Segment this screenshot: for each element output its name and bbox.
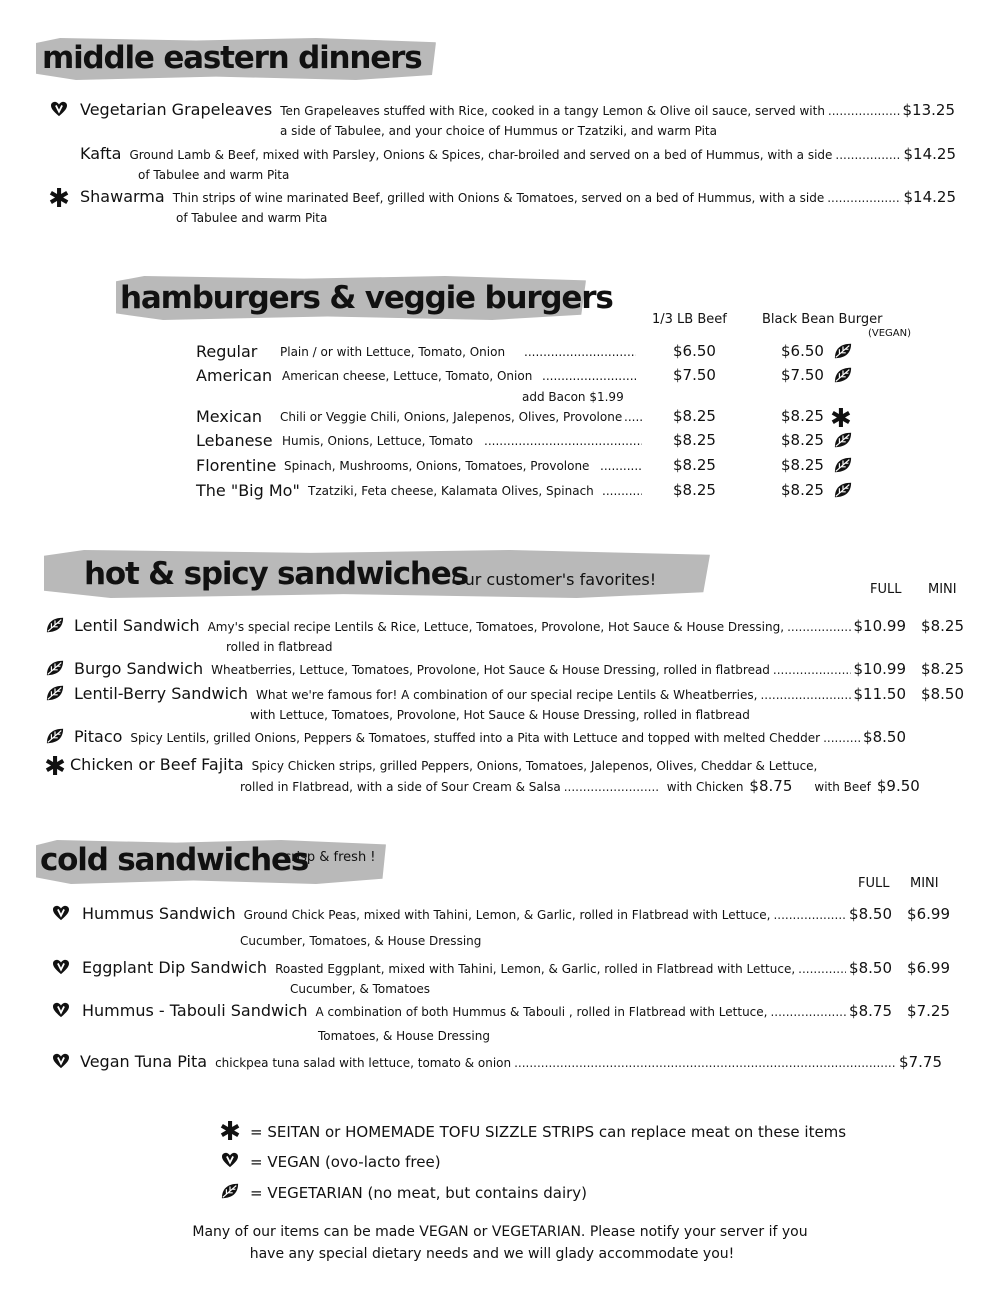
heart-v-icon	[50, 904, 72, 924]
item-price: $13.25	[902, 101, 955, 119]
legend-vegetarian-text: = VEGETARIAN (no meat, but contains dairy)	[250, 1184, 588, 1202]
legend-vegan	[216, 1152, 441, 1172]
asterisk-icon: ✱	[44, 752, 66, 782]
item-name: Vegan Tuna Pita	[80, 1052, 208, 1071]
item-name: Lentil-Berry Sandwich	[74, 684, 248, 703]
section-subtitle-cold: crisp & fresh !	[284, 850, 376, 865]
burger-row-regular	[196, 342, 896, 366]
item-name: Kafta	[80, 144, 122, 163]
price-mini: $8.25	[921, 617, 964, 635]
item-description: A combination of both Hummus & Tabouli , rolled in Flatbread with Lettuce,	[315, 1005, 768, 1019]
heart-v-icon	[216, 1152, 244, 1172]
column-note-vegan: (VEGAN)	[868, 328, 912, 339]
bacon-note: add Bacon $1.99	[522, 390, 624, 404]
price-full: $8.50	[849, 905, 892, 923]
item-name: Vegetarian Grapeleaves	[80, 100, 273, 119]
item-description: Roasted Eggplant, mixed with Tahini, Lemon, & Garlic, rolled in Flatbread with Lettuce,	[275, 962, 796, 976]
item-description: Spicy Chicken strips, grilled Peppers, Onions, Tomatoes, Jalepenos, Olives, Cheddar & Lettuce,	[251, 759, 818, 773]
column-header-mini: MINI	[928, 582, 957, 597]
item-name: Mexican	[196, 407, 263, 426]
column-header-full: FULL	[870, 582, 902, 597]
item-description: Ground Chick Peas, mixed with Tahini, Lemon, & Garlic, rolled in Flatbread with Lettuce,	[243, 908, 771, 922]
price-beef: $7.50	[673, 366, 716, 384]
footnote-line-2: have any special dietary needs and we will glady accommodate you!	[249, 1246, 735, 1262]
item-description: Humis, Onions, Lettuce, Tomato	[282, 434, 473, 448]
item-description-cont: a side of Tabulee, and your choice of Hummus or Tzatziki, and warm Pita	[280, 124, 717, 138]
item-price: $14.25	[903, 188, 956, 206]
item-description: Thin strips of wine marinated Beef, grilled with Onions & Tomatoes, served on a bed of Hummus, with a side	[172, 191, 825, 205]
price-full: $8.50	[849, 959, 892, 977]
price-full: $10.99	[853, 617, 906, 635]
item-name: Eggplant Dip Sandwich	[82, 958, 268, 977]
price-mini: $7.25	[907, 1002, 950, 1020]
leaf-icon	[833, 366, 853, 387]
heart-v-icon	[50, 1001, 72, 1021]
price-full: $10.99	[853, 660, 906, 678]
leaf-icon	[44, 616, 66, 637]
item-name: Hummus - Tabouli Sandwich	[82, 1001, 308, 1020]
footnote-line-1: Many of our items can be made VEGAN or VEGETARIAN. Please notify your server if you	[192, 1224, 808, 1240]
column-header-beef: 1/3 LB Beef	[652, 312, 727, 327]
price-mini: $8.25	[921, 660, 964, 678]
burger-row-mexican	[196, 404, 896, 434]
price-mini: $6.99	[907, 959, 950, 977]
price-full: $11.50	[853, 685, 906, 703]
item-description: Tzatziki, Feta cheese, Kalamata Olives, Spinach	[308, 484, 594, 498]
legend-vegetarian	[216, 1182, 587, 1204]
beef-label: with Beef	[814, 780, 871, 794]
burger-row-big-mo	[196, 481, 896, 505]
item-description-cont: with Lettuce, Tomatoes, Provolone, Hot Sauce & House Dressing, rolled in flatbread	[250, 708, 750, 722]
section-title-burgers: hamburgers & veggie burgers	[120, 280, 613, 316]
heart-v-icon	[50, 958, 72, 978]
price-mini: $6.99	[907, 905, 950, 923]
price-beef: $8.25	[673, 481, 716, 499]
item-description-cont: of Tabulee and warm Pita	[176, 211, 328, 225]
price-bean: $7.50	[781, 366, 824, 384]
legend-seitan	[216, 1117, 847, 1147]
legend-seitan-text: = SEITAN or HOMEMADE TOFU SIZZLE STRIPS can replace meat on these items	[250, 1123, 847, 1141]
item-description: Plain / or with Lettuce, Tomato, Onion	[280, 345, 506, 359]
item-description: What we're famous for! A combination of our special recipe Lentils & Wheatberries,	[255, 688, 758, 702]
item-description: Spicy Lentils, grilled Onions, Peppers & Tomatoes, stuffed into a Pita with Lettuce and topped with melted Chedder	[130, 731, 821, 745]
item-name: Regular	[196, 342, 258, 361]
item-price: $14.25	[903, 145, 956, 163]
item-name: American	[196, 366, 273, 385]
item-name: Burgo Sandwich	[74, 659, 204, 678]
price-beef: $8.25	[673, 456, 716, 474]
leaf-icon	[216, 1182, 244, 1204]
price-bean: $6.50	[781, 342, 824, 360]
item-name: Pitaco	[74, 727, 123, 746]
leaf-icon	[833, 342, 853, 363]
price-mini: $7.75	[899, 1053, 942, 1071]
item-description-cont: rolled in flatbread	[226, 640, 333, 654]
column-header-mini: MINI	[910, 876, 939, 891]
section-title-cold: cold sandwiches	[40, 842, 309, 878]
item-description: American cheese, Lettuce, Tomato, Onion	[282, 369, 533, 383]
section-title-hot: hot & spicy sandwiches	[84, 556, 468, 592]
item-description: Amy's special recipe Lentils & Rice, Lettuce, Tomatoes, Provolone, Hot Sauce & House Dressing,	[207, 620, 785, 634]
section-subtitle-hot: Our customer's favorites!	[452, 570, 657, 589]
heart-v-icon	[50, 1052, 72, 1072]
item-description: Ground Lamb & Beef, mixed with Parsley, Onions & Spices, char-broiled and served on a bed of Hummus, with a side	[129, 148, 833, 162]
price-beef: $8.25	[673, 407, 716, 425]
item-description: chickpea tuna salad with lettuce, tomato & onion	[215, 1056, 512, 1070]
legend-vegan-text: = VEGAN (ovo-lacto free)	[250, 1153, 441, 1171]
item-name: Shawarma	[80, 187, 165, 206]
item-name: Lebanese	[196, 431, 273, 450]
item-description-cont: Cucumber, Tomatoes, & House Dressing	[240, 934, 482, 948]
asterisk-icon: ✱	[830, 404, 852, 434]
item-description: Spinach, Mushrooms, Onions, Tomatoes, Provolone	[284, 459, 590, 473]
heart-v-icon	[48, 100, 70, 120]
price-beef: $8.25	[673, 431, 716, 449]
chicken-label: with Chicken	[666, 780, 744, 794]
section-title-middle-eastern: middle eastern dinners	[42, 40, 422, 76]
leaf-icon	[44, 659, 66, 680]
price-full: $8.50	[863, 728, 906, 746]
column-header-full: FULL	[858, 876, 890, 891]
price-beef: $9.50	[876, 777, 920, 795]
column-header-bean: Black Bean Burger	[762, 312, 883, 327]
leaf-icon	[833, 481, 853, 502]
item-name: Lentil Sandwich	[74, 616, 200, 635]
leaf-icon	[833, 431, 853, 452]
price-bean: $8.25	[781, 481, 824, 499]
item-description-cont: rolled in Flatbread, with a side of Sour Cream & Salsa	[240, 780, 561, 794]
price-beef: $6.50	[673, 342, 716, 360]
item-description: Chili or Veggie Chili, Onions, Jalepenos, Olives, Provolone	[280, 410, 623, 424]
price-bean: $8.25	[781, 456, 824, 474]
item-description-cont: Tomatoes, & House Dressing	[318, 1029, 490, 1043]
item-name: Chicken or Beef Fajita	[70, 755, 244, 774]
item-name: Florentine	[196, 456, 277, 475]
price-bean: $8.25	[781, 431, 824, 449]
price-chicken: $8.75	[749, 777, 793, 795]
item-description: Ten Grapeleaves stuffed with Rice, cooked in a tangy Lemon & Olive oil sauce, served with	[280, 104, 825, 118]
burger-row-florentine	[196, 456, 896, 480]
item-description: Wheatberries, Lettuce, Tomatoes, Provolone, Hot Sauce & House Dressing, rolled in flatbread	[211, 663, 770, 677]
item-description-cont: Cucumber, & Tomatoes	[290, 982, 430, 996]
asterisk-icon: ✱	[219, 1117, 241, 1147]
price-full: $8.75	[849, 1002, 892, 1020]
price-bean: $8.25	[781, 407, 824, 425]
burger-row-american	[196, 366, 896, 390]
item-description-cont: of Tabulee and warm Pita	[138, 168, 290, 182]
leaf-icon	[833, 456, 853, 477]
asterisk-icon: ✱	[48, 184, 70, 214]
price-mini: $8.50	[921, 685, 964, 703]
item-name: The "Big Mo"	[196, 481, 300, 500]
leaf-icon	[44, 684, 66, 705]
item-name: Hummus Sandwich	[82, 904, 236, 923]
leaf-icon	[44, 727, 66, 748]
burger-row-lebanese	[196, 431, 896, 455]
